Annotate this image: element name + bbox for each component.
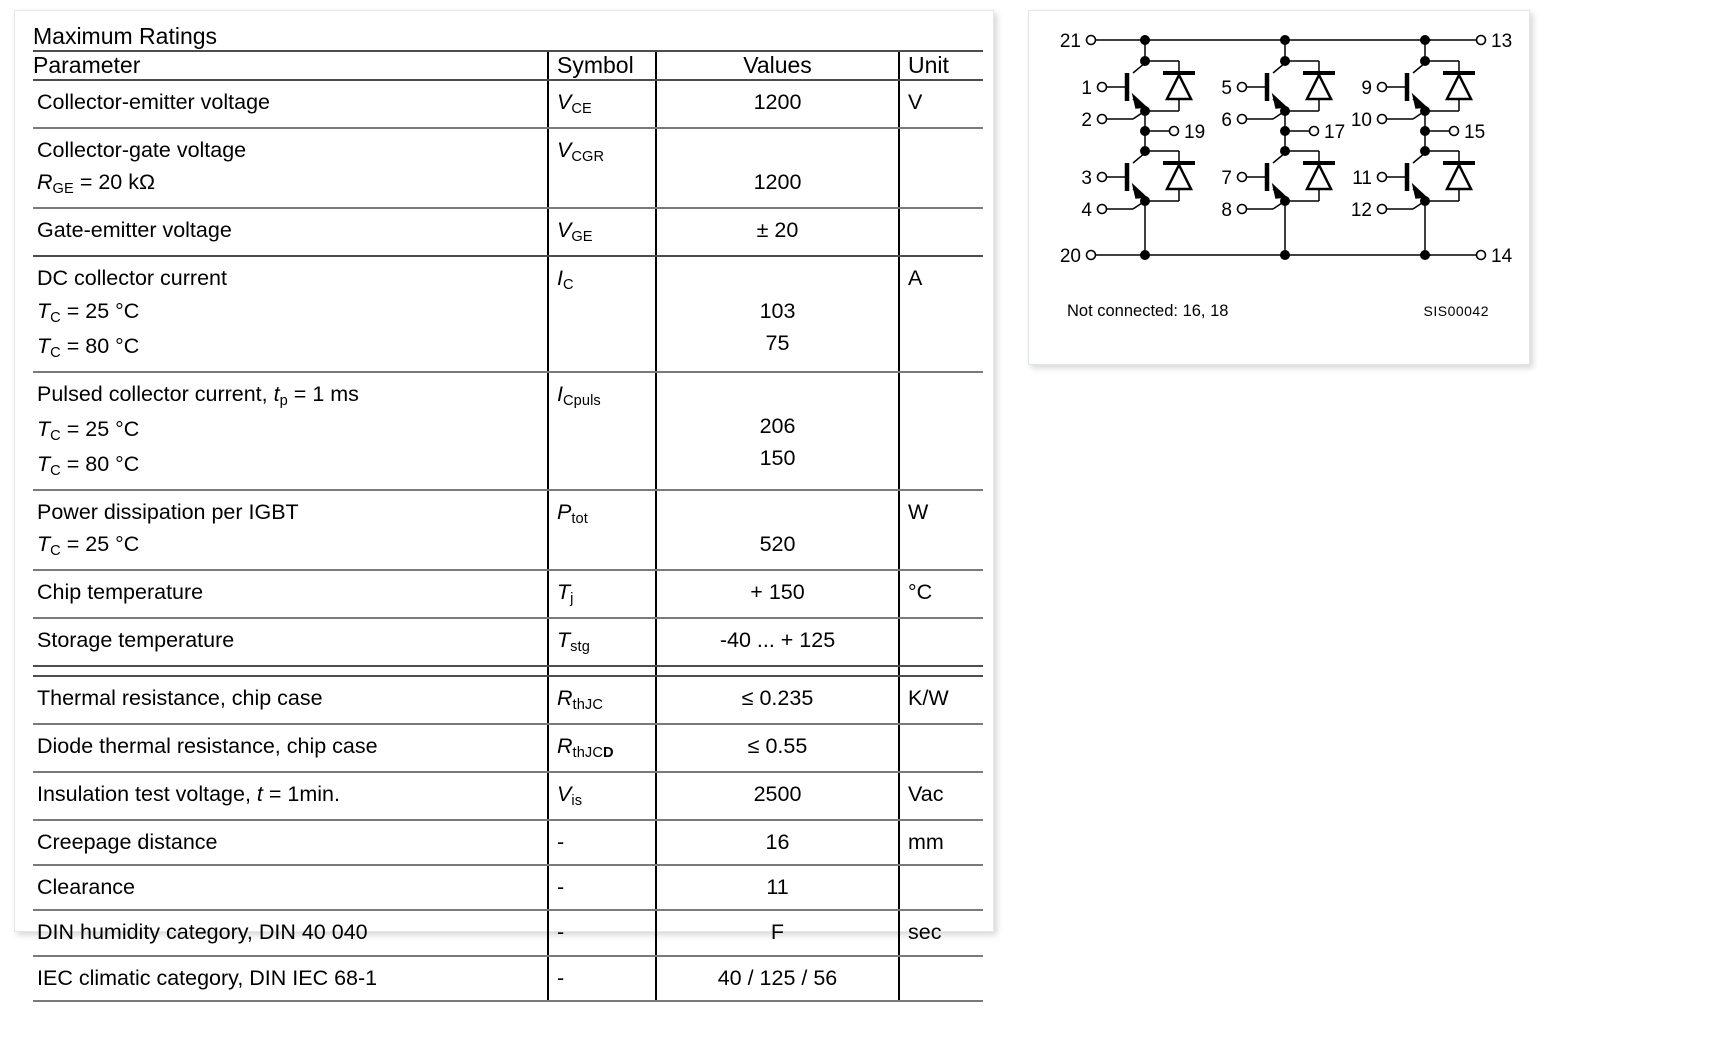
symbol-vce: $V_{CE}$ bbox=[548, 80, 656, 128]
maximum-ratings-card bbox=[14, 10, 994, 990]
column-header-symbol: Symbol bbox=[548, 51, 656, 80]
table-row bbox=[33, 570, 983, 618]
page-title: Maximum Ratings bbox=[33, 23, 983, 51]
param-line-3-tc80: $T_C = 80$ °C bbox=[37, 451, 140, 479]
table-row bbox=[33, 618, 983, 666]
unit-watt: W bbox=[899, 490, 983, 570]
param-storage-temperature: Storage temperature bbox=[33, 618, 548, 666]
pin-label-14: 14 bbox=[1491, 246, 1513, 267]
terminal-21 bbox=[1087, 36, 1096, 45]
dot-leg3-lower-collector bbox=[1420, 146, 1430, 156]
symbol-dash: - bbox=[548, 910, 656, 955]
unit-volt: V bbox=[899, 80, 983, 128]
value-cell bbox=[656, 372, 899, 490]
pin-label-3: 3 bbox=[1081, 168, 1092, 189]
terminal-15 bbox=[1450, 127, 1459, 136]
param-din-humidity-category: DIN humidity category, DIN 40 040 bbox=[33, 910, 548, 955]
symbol-tstg: $T_{stg}$ bbox=[548, 618, 656, 666]
terminal-14 bbox=[1477, 251, 1486, 260]
dot-leg3-top bbox=[1420, 35, 1430, 45]
dot-leg2-lower-collector bbox=[1280, 146, 1290, 156]
pin-label-1: 1 bbox=[1081, 78, 1092, 99]
value-40-125-56: 40 / 125 / 56 bbox=[656, 956, 899, 1001]
leg3-lower-diode-triangle bbox=[1447, 165, 1471, 189]
table-row bbox=[33, 865, 983, 910]
dot-leg1-ac bbox=[1140, 126, 1150, 136]
unit-empty bbox=[899, 208, 983, 256]
dot-leg3-upper-collector bbox=[1420, 56, 1430, 66]
terminal-10 bbox=[1378, 115, 1387, 124]
table-row bbox=[33, 80, 983, 128]
terminal-9 bbox=[1378, 83, 1387, 92]
terminal-3 bbox=[1098, 173, 1107, 182]
table-row bbox=[33, 956, 983, 1001]
pin-label-12: 12 bbox=[1350, 200, 1372, 221]
param-line-1: Power dissipation per IGBT bbox=[37, 499, 299, 524]
table-row bbox=[33, 676, 983, 724]
value-cell bbox=[656, 490, 899, 570]
dot-leg3-bottom bbox=[1420, 250, 1430, 260]
terminal-17 bbox=[1310, 127, 1319, 136]
leg3-upper-diode-triangle bbox=[1447, 75, 1471, 99]
pin-label-11: 11 bbox=[1352, 168, 1372, 189]
circuit-diagram-card bbox=[1028, 10, 1530, 365]
param-pulsed-collector-current bbox=[33, 372, 548, 490]
table-row bbox=[33, 820, 983, 865]
table-row bbox=[33, 372, 983, 490]
value-16: 16 bbox=[656, 820, 899, 865]
table-row bbox=[33, 910, 983, 955]
value-1200: 1200 bbox=[656, 80, 899, 128]
unit-ampere: A bbox=[899, 256, 983, 371]
terminal-2 bbox=[1098, 115, 1107, 124]
leg2-upper-emitter-arrow bbox=[1273, 95, 1286, 108]
leg3-upper-emitter-arrow bbox=[1413, 95, 1426, 108]
value-75: 75 bbox=[765, 330, 790, 355]
table-row bbox=[33, 128, 983, 208]
dot-leg3-ac bbox=[1420, 126, 1430, 136]
symbol-ptot: $P_{tot}$ bbox=[548, 490, 656, 570]
pin-label-8: 8 bbox=[1221, 200, 1232, 221]
table-row bbox=[33, 490, 983, 570]
dot-leg1-upper-collector bbox=[1140, 56, 1150, 66]
igbt-sixpack-schematic bbox=[1029, 11, 1531, 366]
value-cell bbox=[656, 256, 899, 371]
value-1200: 1200 bbox=[753, 170, 802, 195]
separator-cell bbox=[33, 666, 548, 676]
dot-leg1-lower-emitter bbox=[1140, 196, 1150, 206]
table-title-row bbox=[33, 23, 983, 51]
value-520: 520 bbox=[759, 531, 796, 556]
unit-celsius: °C bbox=[899, 570, 983, 618]
dot-leg2-ac bbox=[1280, 126, 1290, 136]
table-row bbox=[33, 208, 983, 256]
not-connected-note: Not connected: 16, 18 bbox=[1067, 302, 1229, 320]
param-line-2-tc25: $T_C = 25$ °C bbox=[37, 298, 140, 326]
unit-vac: Vac bbox=[899, 772, 983, 820]
separator-cell bbox=[899, 666, 983, 676]
leg3-lower-emitter-arrow bbox=[1413, 185, 1426, 198]
param-creepage-distance: Creepage distance bbox=[33, 820, 548, 865]
unit-empty bbox=[899, 724, 983, 772]
param-line-1: DC collector current bbox=[37, 266, 227, 291]
pin-label-19: 19 bbox=[1184, 122, 1206, 143]
table-header-row bbox=[33, 51, 983, 80]
pin-label-9: 9 bbox=[1361, 78, 1372, 99]
unit-empty bbox=[899, 865, 983, 910]
terminal-8 bbox=[1238, 205, 1247, 214]
value-0235: ≤ 0.235 bbox=[656, 676, 899, 724]
value-cell bbox=[656, 128, 899, 208]
terminal-1 bbox=[1098, 83, 1107, 92]
leg1-lower-diode-triangle bbox=[1167, 165, 1191, 189]
symbol-tj: $T_j$ bbox=[548, 570, 656, 618]
param-collector-gate-voltage bbox=[33, 128, 548, 208]
column-header-parameter: Parameter bbox=[33, 51, 548, 80]
leg2-lower-emitter-arrow bbox=[1273, 185, 1286, 198]
unit-empty bbox=[899, 956, 983, 1001]
dot-leg2-upper-collector bbox=[1280, 56, 1290, 66]
dot-leg2-lower-emitter bbox=[1280, 196, 1290, 206]
unit-sec: sec bbox=[899, 910, 983, 955]
terminal-6 bbox=[1238, 115, 1247, 124]
param-clearance: Clearance bbox=[33, 865, 548, 910]
param-thermal-resistance: Thermal resistance, chip case bbox=[33, 676, 548, 724]
value-150: 150 bbox=[759, 446, 796, 471]
terminal-20 bbox=[1087, 251, 1096, 260]
param-gate-emitter-voltage: Gate-emitter voltage bbox=[33, 208, 548, 256]
value-2500: 2500 bbox=[656, 772, 899, 820]
dot-leg3-lower-emitter bbox=[1420, 196, 1430, 206]
terminal-4 bbox=[1098, 205, 1107, 214]
value-11: 11 bbox=[656, 865, 899, 910]
param-insulation-test-voltage: Insulation test voltage, t = 1min. bbox=[33, 772, 548, 820]
value-055: ≤ 0.55 bbox=[656, 724, 899, 772]
param-power-dissipation bbox=[33, 490, 548, 570]
table-row bbox=[33, 256, 983, 371]
unit-kelvin-per-watt: K/W bbox=[899, 676, 983, 724]
value-range: -40 ... + 125 bbox=[656, 618, 899, 666]
param-line-2-tc25: $T_C = 25$ °C bbox=[37, 531, 140, 559]
terminal-7 bbox=[1238, 173, 1247, 182]
value-103: 103 bbox=[759, 298, 796, 323]
terminal-5 bbox=[1238, 83, 1247, 92]
dot-leg3-upper-emitter bbox=[1420, 106, 1430, 116]
leg2-upper-diode-triangle bbox=[1307, 75, 1331, 99]
pin-label-10: 10 bbox=[1350, 110, 1372, 131]
param-line-1: Collector-gate voltage bbox=[37, 138, 247, 163]
symbol-vis: $V_{is}$ bbox=[548, 772, 656, 820]
terminal-11 bbox=[1378, 173, 1387, 182]
drawing-code: SIS00042 bbox=[1423, 303, 1489, 319]
param-diode-thermal-resistance: Diode thermal resistance, chip case bbox=[33, 724, 548, 772]
pin-label-7: 7 bbox=[1221, 168, 1232, 189]
pin-label-20: 20 bbox=[1059, 246, 1081, 267]
leg1-upper-diode-triangle bbox=[1167, 75, 1191, 99]
symbol-icpuls: $I_{Cpuls}$ bbox=[548, 372, 656, 490]
pin-label-4: 4 bbox=[1081, 200, 1092, 221]
unit-mm: mm bbox=[899, 820, 983, 865]
section-separator bbox=[33, 666, 983, 676]
terminal-12 bbox=[1378, 205, 1387, 214]
pin-label-6: 6 bbox=[1221, 110, 1232, 131]
param-iec-climatic-category: IEC climatic category, DIN IEC 68-1 bbox=[33, 956, 548, 1001]
dot-leg2-upper-emitter bbox=[1280, 106, 1290, 116]
column-header-unit: Unit bbox=[899, 51, 983, 80]
param-line-1: Pulsed collector current, $t_p = 1$ ms bbox=[37, 381, 359, 409]
pin-label-2: 2 bbox=[1081, 110, 1092, 131]
value-f: F bbox=[656, 910, 899, 955]
unit-empty bbox=[899, 372, 983, 490]
symbol-vge: $V_{GE}$ bbox=[548, 208, 656, 256]
symbol-rthjcd: $R_{thJCD}$ bbox=[548, 724, 656, 772]
pin-label-13: 13 bbox=[1491, 31, 1513, 52]
table-row bbox=[33, 772, 983, 820]
dot-leg1-top bbox=[1140, 35, 1150, 45]
param-chip-temperature: Chip temperature bbox=[33, 570, 548, 618]
terminal-13 bbox=[1477, 36, 1486, 45]
maximum-ratings-table bbox=[33, 23, 983, 1002]
leg1-upper-emitter-arrow bbox=[1133, 95, 1146, 108]
value-pm20: ± 20 bbox=[656, 208, 899, 256]
pin-label-17: 17 bbox=[1324, 122, 1346, 143]
leg1-lower-emitter-arrow bbox=[1133, 185, 1146, 198]
symbol-rthjc: $R_{thJC}$ bbox=[548, 676, 656, 724]
param-collector-emitter-voltage: Collector-emitter voltage bbox=[33, 80, 548, 128]
maximum-ratings-table-wrapper bbox=[33, 23, 979, 990]
symbol-ic: $I_C$ bbox=[548, 256, 656, 371]
symbol-dash: - bbox=[548, 865, 656, 910]
symbol-vcgr: $V_{CGR}$ bbox=[548, 128, 656, 208]
param-line-2-tc25: $T_C = 25$ °C bbox=[37, 416, 140, 444]
dot-leg1-lower-collector bbox=[1140, 146, 1150, 156]
symbol-dash: - bbox=[548, 820, 656, 865]
separator-cell bbox=[656, 666, 899, 676]
dot-leg2-bottom bbox=[1280, 250, 1290, 260]
param-dc-collector-current bbox=[33, 256, 548, 371]
table-row bbox=[33, 724, 983, 772]
unit-empty bbox=[899, 618, 983, 666]
value-plus150: + 150 bbox=[656, 570, 899, 618]
separator-cell bbox=[548, 666, 656, 676]
value-206: 206 bbox=[759, 413, 796, 438]
param-line-2-rge: $R_{GE} = 20$ kΩ bbox=[37, 170, 156, 198]
column-header-values: Values bbox=[656, 51, 899, 80]
pin-label-5: 5 bbox=[1221, 78, 1232, 99]
pin-label-15: 15 bbox=[1464, 122, 1486, 143]
dot-leg2-top bbox=[1280, 35, 1290, 45]
dot-leg1-upper-emitter bbox=[1140, 106, 1150, 116]
dot-leg1-bottom bbox=[1140, 250, 1150, 260]
symbol-dash: - bbox=[548, 956, 656, 1001]
pin-label-21: 21 bbox=[1059, 31, 1081, 52]
terminal-19 bbox=[1170, 127, 1179, 136]
leg2-lower-diode-triangle bbox=[1307, 165, 1331, 189]
param-line-3-tc80: $T_C = 80$ °C bbox=[37, 333, 140, 361]
unit-empty bbox=[899, 128, 983, 208]
